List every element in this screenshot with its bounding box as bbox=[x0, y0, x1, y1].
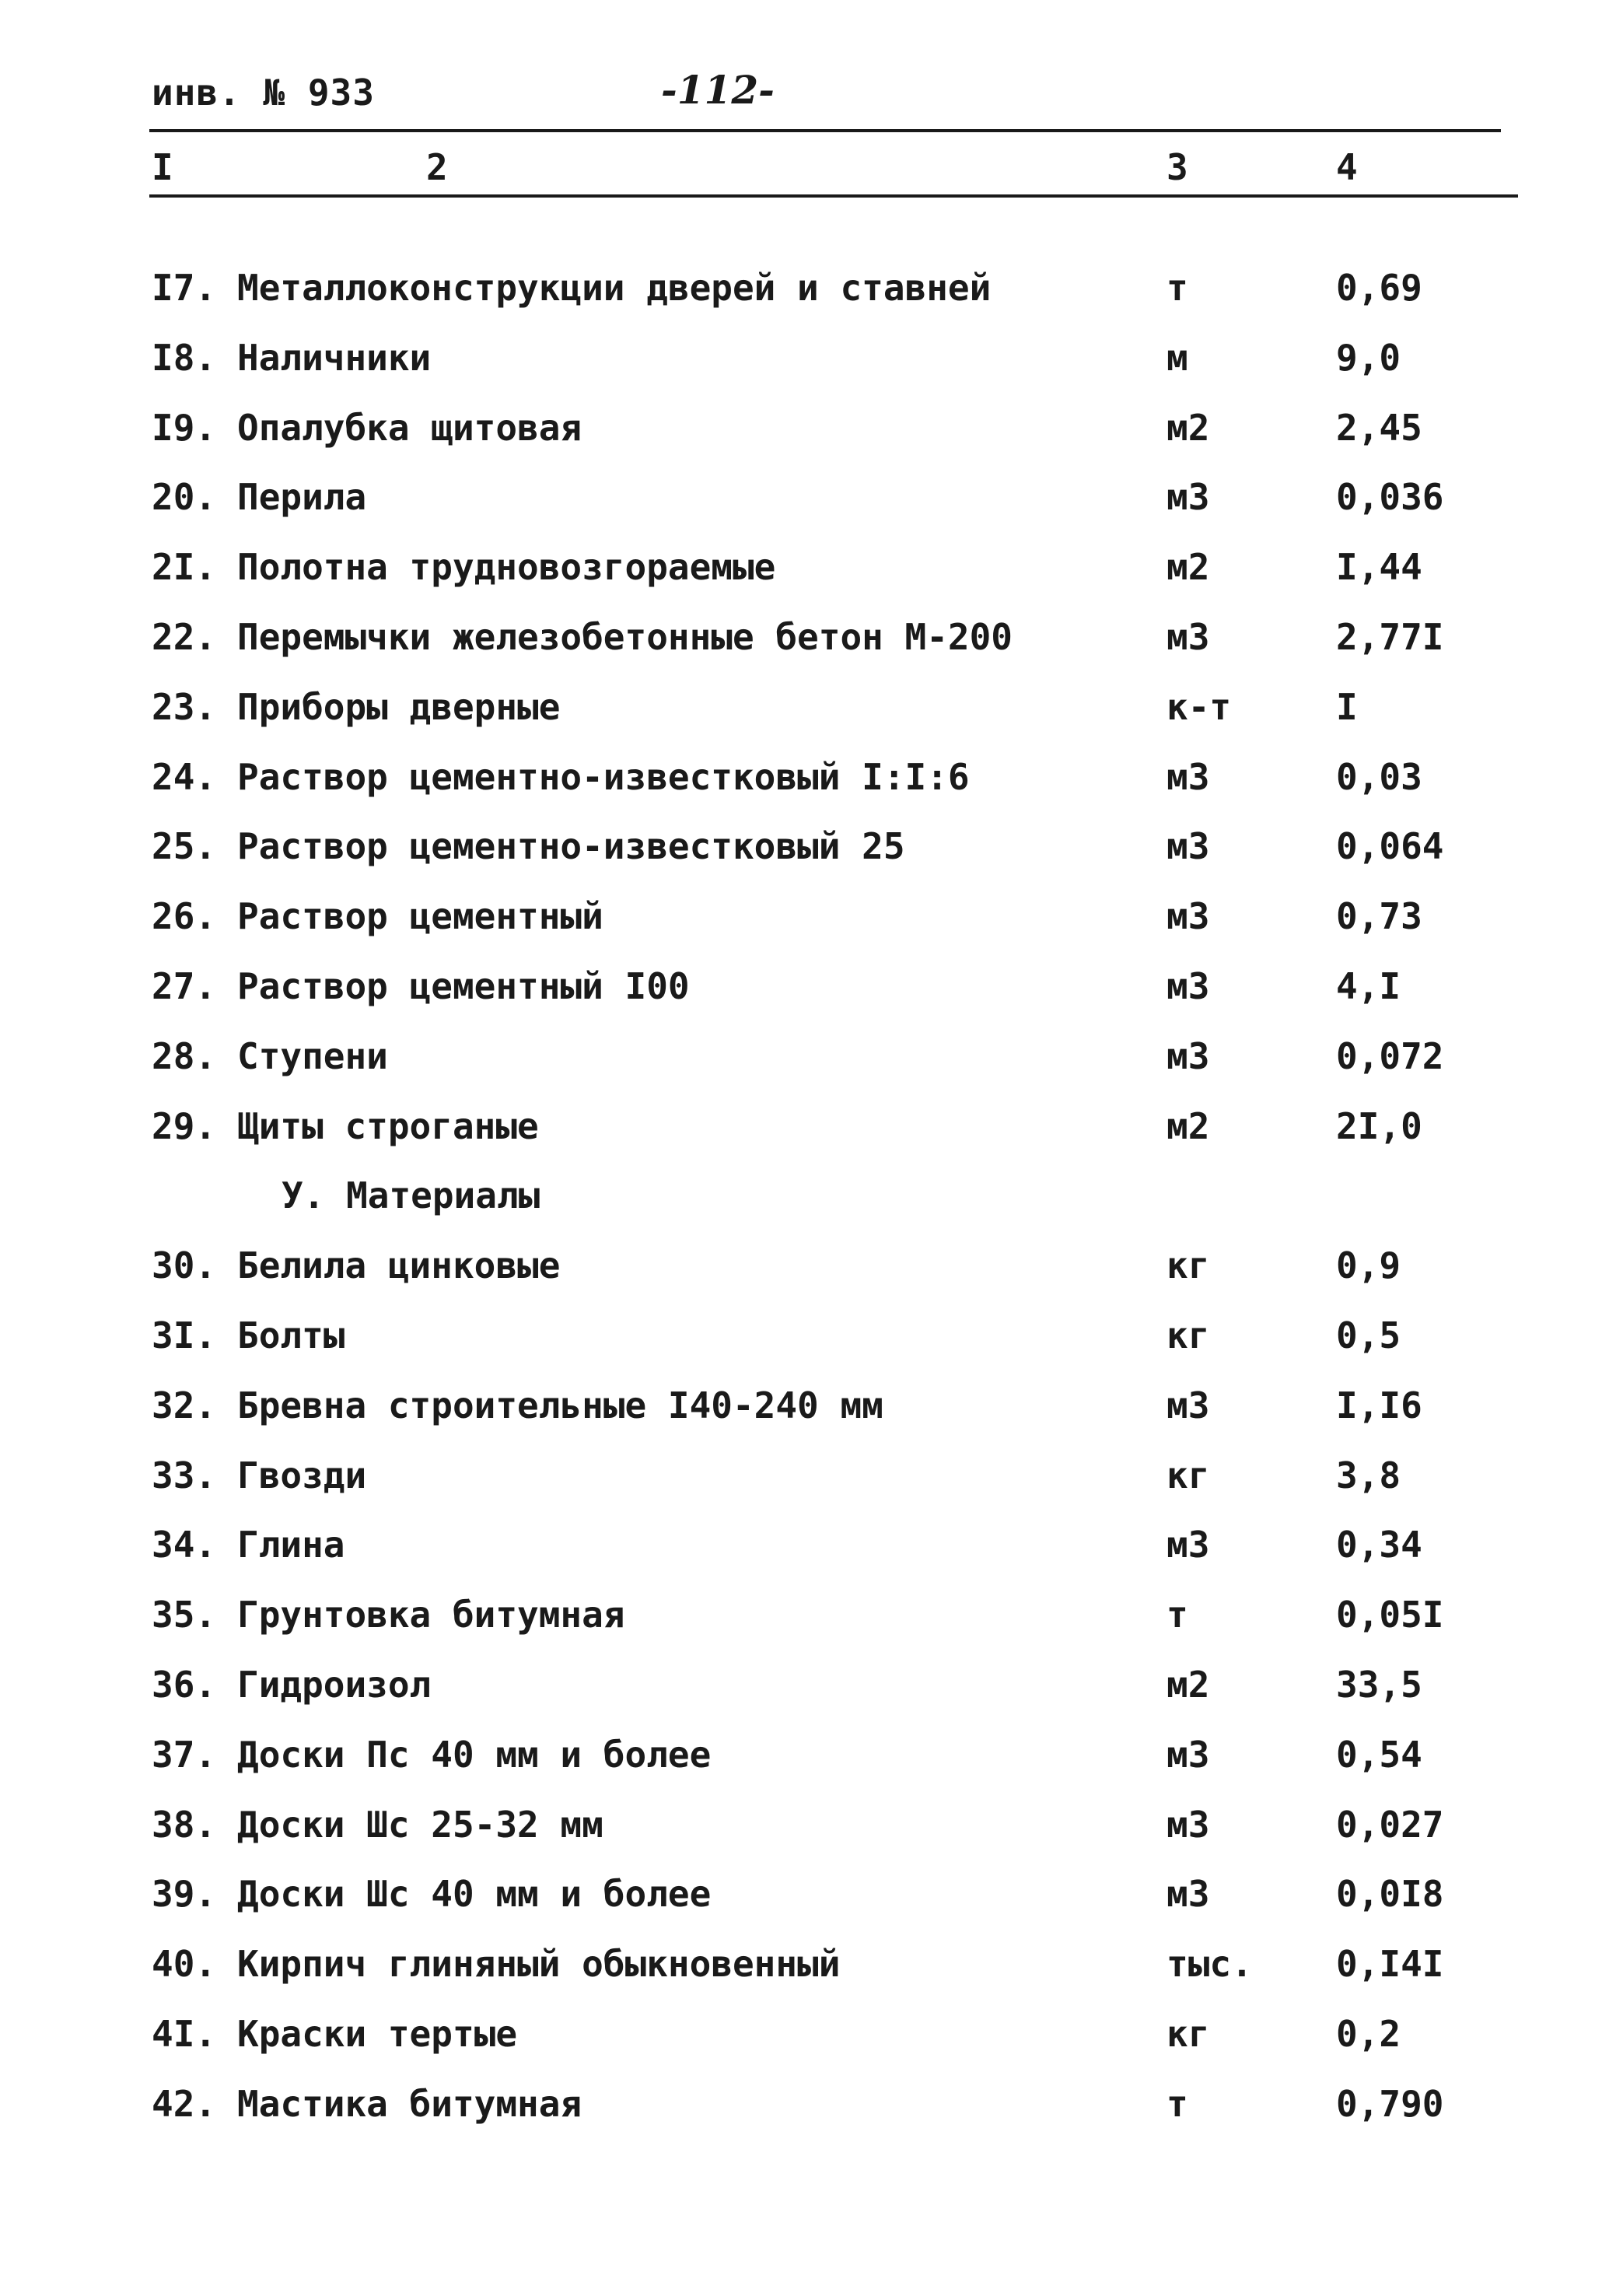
item-name: Гидроизол bbox=[237, 1663, 432, 1706]
unit-of-measure: м2 bbox=[1167, 1104, 1210, 1147]
row-number: 35. bbox=[152, 1594, 217, 1636]
unit-of-measure: т bbox=[1167, 1594, 1188, 1636]
table-row bbox=[0, 684, 1616, 754]
table-row bbox=[0, 823, 1616, 893]
unit-of-measure: к-т bbox=[1167, 685, 1232, 728]
item-name: Раствор цементно-известковый 25 bbox=[237, 825, 905, 868]
quantity: 0,790 bbox=[1336, 2082, 1444, 2125]
table-row bbox=[0, 404, 1616, 474]
row-number: 29. bbox=[152, 1104, 217, 1147]
table-row bbox=[0, 1521, 1616, 1591]
unit-of-measure: т bbox=[1167, 267, 1188, 309]
unit-of-measure: м bbox=[1167, 336, 1188, 379]
row-number: 27. bbox=[152, 964, 217, 1007]
table-row bbox=[0, 334, 1616, 404]
row-number: 39. bbox=[152, 1873, 217, 1916]
item-name: Глина bbox=[237, 1524, 345, 1566]
row-number: 32. bbox=[152, 1384, 217, 1426]
table-row bbox=[0, 2081, 1616, 2151]
row-number: 33. bbox=[152, 1454, 217, 1496]
header-rule bbox=[149, 194, 1518, 198]
table-row bbox=[0, 1242, 1616, 1312]
quantity: 0,I4I bbox=[1336, 1943, 1444, 1986]
row-number: I7. bbox=[152, 267, 217, 309]
unit-of-measure: м2 bbox=[1167, 546, 1210, 589]
inventory-number: инв. № 933 bbox=[152, 72, 375, 114]
unit-of-measure: м3 bbox=[1167, 755, 1210, 798]
unit-of-measure: тыс. bbox=[1167, 1943, 1253, 1986]
row-number: 24. bbox=[152, 755, 217, 798]
item-name: Перемычки железобетонные бетон М-200 bbox=[237, 615, 1013, 658]
item-name: Опалубка щитовая bbox=[237, 406, 582, 449]
quantity: 33,5 bbox=[1336, 1663, 1422, 1706]
row-number: 40. bbox=[152, 1943, 217, 1986]
row-number: 30. bbox=[152, 1244, 217, 1287]
column-header-2: 2 bbox=[426, 146, 448, 188]
table-row bbox=[0, 544, 1616, 614]
item-name: Раствор цементный I00 bbox=[237, 964, 690, 1007]
column-header-1: I bbox=[152, 146, 173, 188]
quantity: 0,34 bbox=[1336, 1524, 1422, 1566]
quantity: 0,064 bbox=[1336, 825, 1444, 868]
table-row bbox=[0, 1661, 1616, 1731]
item-name: Раствор цементно-известковый I:I:6 bbox=[237, 755, 970, 798]
column-header-3: 3 bbox=[1167, 146, 1188, 188]
unit-of-measure: м3 bbox=[1167, 1384, 1210, 1426]
quantity: 0,072 bbox=[1336, 1034, 1444, 1077]
unit-of-measure: м3 bbox=[1167, 964, 1210, 1007]
table-row bbox=[0, 1801, 1616, 1871]
unit-of-measure: кг bbox=[1167, 1314, 1210, 1356]
quantity: 0,73 bbox=[1336, 895, 1422, 938]
unit-of-measure: м3 bbox=[1167, 825, 1210, 868]
unit-of-measure: м2 bbox=[1167, 1663, 1210, 1706]
item-name: Ступени bbox=[237, 1034, 388, 1077]
quantity: 0,05I bbox=[1336, 1594, 1444, 1636]
row-number: 23. bbox=[152, 685, 217, 728]
row-number: 20. bbox=[152, 476, 217, 519]
item-name: Раствор цементный bbox=[237, 895, 603, 938]
item-name: Гвозди bbox=[237, 1454, 367, 1496]
unit-of-measure: м3 bbox=[1167, 895, 1210, 938]
table-row bbox=[0, 1941, 1616, 2011]
item-name: Доски Шс 40 мм и более bbox=[237, 1873, 712, 1916]
table-row bbox=[0, 893, 1616, 963]
table-row bbox=[0, 2011, 1616, 2081]
table-row bbox=[0, 1731, 1616, 1801]
table-row bbox=[0, 1382, 1616, 1452]
item-name: Болты bbox=[237, 1314, 345, 1356]
quantity: 2,45 bbox=[1336, 406, 1422, 449]
quantity: 9,0 bbox=[1336, 336, 1401, 379]
quantity: 4,I bbox=[1336, 964, 1401, 1007]
quantity: 0,036 bbox=[1336, 476, 1444, 519]
table-row bbox=[0, 474, 1616, 544]
unit-of-measure: кг bbox=[1167, 1244, 1210, 1287]
table-row bbox=[0, 1871, 1616, 1941]
row-number: 34. bbox=[152, 1524, 217, 1566]
row-number: 22. bbox=[152, 615, 217, 658]
item-name: Приборы дверные bbox=[237, 685, 561, 728]
quantity: 2,77I bbox=[1336, 615, 1444, 658]
quantity: 0,03 bbox=[1336, 755, 1422, 798]
unit-of-measure: т bbox=[1167, 2082, 1188, 2125]
row-number: 4I. bbox=[152, 2012, 217, 2055]
item-name: Доски Шс 25-32 мм bbox=[237, 1803, 603, 1846]
item-name: Грунтовка битумная bbox=[237, 1594, 625, 1636]
row-number: 28. bbox=[152, 1034, 217, 1077]
item-name: Кирпич глиняный обыкновенный bbox=[237, 1943, 841, 1986]
unit-of-measure: м3 bbox=[1167, 1873, 1210, 1916]
quantity: I,44 bbox=[1336, 546, 1422, 589]
row-number: I8. bbox=[152, 336, 217, 379]
row-number: 3I. bbox=[152, 1314, 217, 1356]
row-number: 37. bbox=[152, 1733, 217, 1776]
row-number: 25. bbox=[152, 825, 217, 868]
item-name: Бревна строительные I40-240 мм bbox=[237, 1384, 883, 1426]
quantity: 0,9 bbox=[1336, 1244, 1401, 1287]
section-heading-row bbox=[0, 1172, 1616, 1242]
quantity: 0,5 bbox=[1336, 1314, 1401, 1356]
row-number: 2I. bbox=[152, 546, 217, 589]
page-number: -112- bbox=[661, 67, 775, 113]
item-name: Белила цинковые bbox=[237, 1244, 561, 1287]
row-number: 26. bbox=[152, 895, 217, 938]
row-number: 42. bbox=[152, 2082, 217, 2125]
unit-of-measure: м3 bbox=[1167, 1524, 1210, 1566]
table-row bbox=[0, 264, 1616, 334]
unit-of-measure: м3 bbox=[1167, 615, 1210, 658]
unit-of-measure: м3 bbox=[1167, 1034, 1210, 1077]
item-name: Полотна трудновозгораемые bbox=[237, 546, 776, 589]
quantity: 2I,0 bbox=[1336, 1104, 1422, 1147]
item-name: Краски тертые bbox=[237, 2012, 518, 2055]
quantity: 0,69 bbox=[1336, 267, 1422, 309]
table-row bbox=[0, 963, 1616, 1033]
quantity: 0,027 bbox=[1336, 1803, 1444, 1846]
section-title: У. Материалы bbox=[282, 1174, 540, 1217]
row-number: 38. bbox=[152, 1803, 217, 1846]
unit-of-measure: м3 bbox=[1167, 1733, 1210, 1776]
table-row bbox=[0, 754, 1616, 824]
unit-of-measure: м3 bbox=[1167, 476, 1210, 519]
column-header-4: 4 bbox=[1336, 146, 1358, 188]
quantity: 0,2 bbox=[1336, 2012, 1401, 2055]
table-row bbox=[0, 614, 1616, 684]
quantity: 0,0I8 bbox=[1336, 1873, 1444, 1916]
unit-of-measure: м3 bbox=[1167, 1803, 1210, 1846]
unit-of-measure: кг bbox=[1167, 2012, 1210, 2055]
table-row bbox=[0, 1452, 1616, 1522]
top-rule bbox=[149, 129, 1501, 132]
table-row bbox=[0, 1103, 1616, 1173]
quantity: I,I6 bbox=[1336, 1384, 1422, 1426]
quantity: 3,8 bbox=[1336, 1454, 1401, 1496]
item-name: Мастика битумная bbox=[237, 2082, 582, 2125]
item-name: Наличники bbox=[237, 336, 432, 379]
item-name: Щиты строганые bbox=[237, 1104, 539, 1147]
row-number: 36. bbox=[152, 1663, 217, 1706]
item-name: Металлоконструкции дверей и ставней bbox=[237, 267, 992, 309]
unit-of-measure: м2 bbox=[1167, 406, 1210, 449]
item-name: Доски Пс 40 мм и более bbox=[237, 1733, 712, 1776]
table-row bbox=[0, 1591, 1616, 1661]
quantity: I bbox=[1336, 685, 1358, 728]
table-body bbox=[0, 264, 1616, 2151]
unit-of-measure: кг bbox=[1167, 1454, 1210, 1496]
quantity: 0,54 bbox=[1336, 1733, 1422, 1776]
row-number: I9. bbox=[152, 406, 217, 449]
table-row bbox=[0, 1033, 1616, 1103]
item-name: Перила bbox=[237, 476, 367, 519]
table-row bbox=[0, 1312, 1616, 1382]
